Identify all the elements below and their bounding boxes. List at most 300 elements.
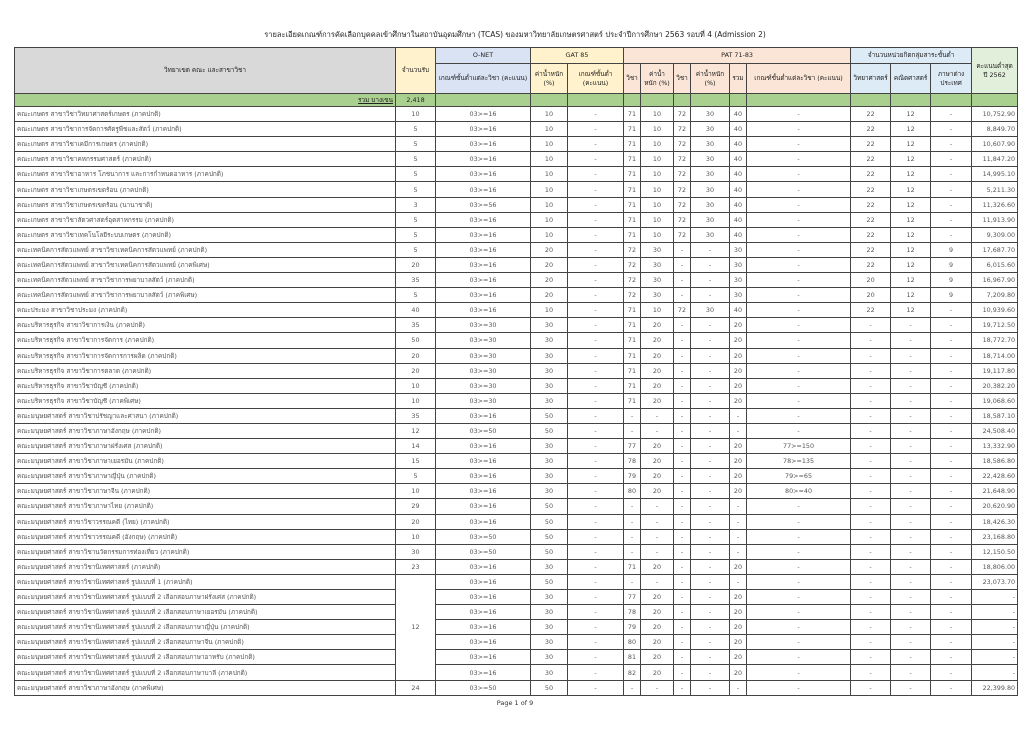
pat-weight-2: - [691,378,730,393]
language-credits: - [931,303,972,318]
gat-weight: 30 [531,484,568,499]
pat-min: - [747,559,851,574]
language-credits: - [931,605,972,620]
language-credits: - [931,680,972,695]
min-score-2562: 23,073.70 [972,574,1018,589]
program-name: คณะเกษตร สาขาวิชาเกษตรเขตร้อน (นานาชาติ) [15,197,396,212]
program-name: คณะมนุษยศาสตร์ สาขาวิชาภาษาเยอรมัน (ภาคปกติ) [15,454,396,469]
language-credits: - [931,514,972,529]
program-name: คณะบริหารธุรกิจ สาขาวิชาบัญชี (ภาคพิเศษ) [15,393,396,408]
pat-weight-2: - [691,469,730,484]
science-credits: 22 [851,182,891,197]
header-pat: PAT 71-83 [624,48,851,64]
pat-min: - [747,423,851,438]
pat-min: - [747,257,851,272]
pat-subject-2: - [674,574,691,589]
science-credits: 22 [851,303,891,318]
min-score-2562: 5,211.30 [972,182,1018,197]
pat-min: - [747,544,851,559]
gat-weight: 30 [531,650,568,665]
pat-subject-1: 72 [624,257,641,272]
seats: 14 [396,439,436,454]
language-credits: - [931,152,972,167]
pat-min: - [747,393,851,408]
math-credits: 12 [891,122,931,137]
math-credits: - [891,348,931,363]
gat-weight: 30 [531,559,568,574]
onet-min: 03>=50 [436,544,531,559]
pat-min: - [747,333,851,348]
math-credits: - [891,680,931,695]
math-credits: 12 [891,137,931,152]
pat-subject-1: 71 [624,378,641,393]
min-score-2562: 12,150.50 [972,544,1018,559]
science-credits: - [851,574,891,589]
onet-min: 03>=30 [436,363,531,378]
pat-total: 20 [730,559,747,574]
science-credits: - [851,348,891,363]
gat-weight: 50 [531,408,568,423]
total-seats: 2,418 [396,94,436,107]
program-name: คณะมนุษยศาสตร์ สาขาวิชานิเทศศาสตร์ รูปแบบที่ 2 เลือกสอบภาษาฝรั่งเศส (ภาคปกติ) [15,590,396,605]
pat-subject-1: 71 [624,227,641,242]
math-credits: - [891,605,931,620]
gat-min: - [568,167,624,182]
header-credits: จำนวนหน่วยกิตกลุ่มสาระขั้นต่ำ [851,48,972,64]
pat-total: 20 [730,333,747,348]
program-name: คณะบริหารธุรกิจ สาขาวิชาการตลาด (ภาคปกติ) [15,363,396,378]
pat-subject-2: - [674,469,691,484]
pat-subject-1: - [624,408,641,423]
gat-weight: 30 [531,333,568,348]
language-credits: - [931,318,972,333]
pat-total: 20 [730,348,747,363]
program-name: คณะมนุษยศาสตร์ สาขาวิชาปรัชญาและศาสนา (ภาคปกติ) [15,408,396,423]
pat-min: - [747,318,851,333]
math-credits: 12 [891,242,931,257]
header-pat-min: เกณฑ์ขั้นต่ำแต่ละวิชา (คะแนน) [747,64,851,94]
pat-subject-2: - [674,318,691,333]
gat-min: - [568,257,624,272]
program-name: คณะมนุษยศาสตร์ สาขาวิชาวรรณคดี (อังกฤษ) (ภาคปกติ) [15,529,396,544]
seats: 24 [396,680,436,695]
seats: 12 [396,423,436,438]
onet-min: 03>=16 [436,273,531,288]
seats: 5 [396,152,436,167]
header-pat-subject-1: วิชา [624,64,641,94]
pat-weight-1: 20 [641,439,674,454]
gat-min: - [568,439,624,454]
pat-total: 20 [730,665,747,680]
admission-criteria-table [14,47,1018,696]
pat-subject-1: 78 [624,454,641,469]
science-credits: - [851,469,891,484]
min-score-2562: 10,607.90 [972,137,1018,152]
science-credits: 22 [851,107,891,122]
seats: 35 [396,408,436,423]
pat-min: - [747,273,851,288]
table-row [15,620,1018,635]
min-score-2562: 14,995.10 [972,167,1018,182]
pat-weight-1: 10 [641,197,674,212]
seats: 30 [396,544,436,559]
gat-min: - [568,242,624,257]
pat-min: - [747,182,851,197]
gat-weight: 20 [531,273,568,288]
pat-weight-1: 10 [641,122,674,137]
gat-weight: 50 [531,544,568,559]
pat-subject-2: - [674,257,691,272]
language-credits: - [931,469,972,484]
language-credits: - [931,484,972,499]
pat-min: - [747,665,851,680]
table-row [15,107,1018,122]
table-row [15,393,1018,408]
pat-weight-2: - [691,363,730,378]
pat-total: 20 [730,378,747,393]
pat-min: - [747,650,851,665]
pat-subject-1: 82 [624,665,641,680]
pat-total: 40 [730,303,747,318]
pat-subject-1: - [624,499,641,514]
table-row [15,303,1018,318]
language-credits: - [931,408,972,423]
gat-weight: 30 [531,590,568,605]
min-score-2562: 19,712.50 [972,318,1018,333]
pat-total: - [730,408,747,423]
language-credits: - [931,393,972,408]
pat-subject-2: - [674,620,691,635]
min-score-2562: 11,326.60 [972,197,1018,212]
pat-weight-1: 10 [641,167,674,182]
seats: 35 [396,273,436,288]
language-credits: - [931,348,972,363]
min-score-2562: 19,117.80 [972,363,1018,378]
gat-min: - [568,454,624,469]
program-name: คณะเกษตร สาขาวิชาอาหาร โภชนาการ และการกำหนดอาหาร (ภาคปกติ) [15,167,396,182]
science-credits: 22 [851,122,891,137]
pat-weight-2: - [691,408,730,423]
pat-total: - [730,499,747,514]
pat-weight-2: - [691,484,730,499]
min-score-2562: - [972,590,1018,605]
language-credits: - [931,378,972,393]
math-credits: 12 [891,152,931,167]
science-credits: 22 [851,152,891,167]
pat-total: 20 [730,605,747,620]
pat-total: 30 [730,242,747,257]
gat-weight: 10 [531,212,568,227]
pat-total: 40 [730,182,747,197]
gat-min: - [568,152,624,167]
seats: 10 [396,378,436,393]
math-credits: - [891,439,931,454]
pat-weight-2: - [691,544,730,559]
min-score-2562: 22,399.80 [972,680,1018,695]
pat-total: 20 [730,393,747,408]
language-credits: - [931,167,972,182]
pat-subject-1: 78 [624,605,641,620]
math-credits: - [891,574,931,589]
pat-subject-2: - [674,650,691,665]
gat-weight: 30 [531,393,568,408]
math-credits: - [891,514,931,529]
header-pat-weight-1: ค่าน้ำหนัก (%) [641,64,674,94]
header-pat-weight-2: ค่าน้ำหนัก (%) [691,64,730,94]
language-credits: - [931,559,972,574]
pat-subject-2: - [674,423,691,438]
gat-min: - [568,122,624,137]
total-label: รวม บางเขน [15,94,396,107]
language-credits: - [931,137,972,152]
pat-weight-1: 20 [641,318,674,333]
pat-total: 40 [730,167,747,182]
pat-min: 80>=40 [747,484,851,499]
gat-weight: 20 [531,288,568,303]
pat-weight-1: 20 [641,469,674,484]
pat-weight-2: - [691,680,730,695]
pat-total: 30 [730,288,747,303]
program-name: คณะมนุษยศาสตร์ สาขาวิชานิเทศศาสตร์ รูปแบบที่ 1 (ภาคปกติ) [15,574,396,589]
program-name: คณะเทคนิคการสัตวแพทย์ สาขาวิชาเทคนิคการสัตวแพทย์ (ภาคปกติ) [15,242,396,257]
min-score-2562: 20,620.90 [972,499,1018,514]
pat-min: - [747,242,851,257]
gat-weight: 50 [531,680,568,695]
program-name: คณะเกษตร สาขาวิชาสัตวศาสตร์อุตสาหกรรม (ภาคปกติ) [15,212,396,227]
language-credits: - [931,333,972,348]
pat-subject-2: - [674,605,691,620]
table-row [15,167,1018,182]
min-score-2562: 20,382.20 [972,378,1018,393]
pat-subject-1: 71 [624,197,641,212]
min-score-2562: 18,772.70 [972,333,1018,348]
pat-weight-2: - [691,273,730,288]
onet-min: 03>=16 [436,499,531,514]
science-credits: - [851,318,891,333]
onet-min: 03>=16 [436,454,531,469]
science-credits: - [851,333,891,348]
science-credits: - [851,393,891,408]
math-credits: - [891,393,931,408]
pat-total: 20 [730,484,747,499]
seats: 5 [396,288,436,303]
science-credits: - [851,408,891,423]
pat-subject-2: 72 [674,167,691,182]
pat-weight-1: 20 [641,454,674,469]
header-pat-total: รวม [730,64,747,94]
seats: 5 [396,167,436,182]
pat-weight-1: 10 [641,303,674,318]
onet-min: 03>=16 [436,122,531,137]
table-row [15,574,1018,589]
pat-min: - [747,378,851,393]
header-gat-weight: ค่าน้ำหนัก (%) [531,64,568,94]
pat-subject-2: - [674,680,691,695]
gat-min: - [568,590,624,605]
science-credits: 22 [851,197,891,212]
science-credits: - [851,544,891,559]
onet-min: 03>=16 [436,182,531,197]
gat-weight: 10 [531,182,568,197]
gat-min: - [568,408,624,423]
onet-min: 03>=16 [436,650,531,665]
program-name: คณะเกษตร สาขาวิชาคหกรรมศาสตร์ (ภาคปกติ) [15,152,396,167]
table-row [15,137,1018,152]
seats: 40 [396,303,436,318]
math-credits: 12 [891,182,931,197]
pat-min: - [747,122,851,137]
pat-total: 20 [730,318,747,333]
header-min-score: คะแนนต่ำสุด ปี 2562 [972,48,1018,94]
onet-min: 03>=50 [436,423,531,438]
gat-weight: 50 [531,499,568,514]
onet-min: 03>=16 [436,605,531,620]
pat-subject-1: - [624,574,641,589]
pat-weight-2: - [691,348,730,363]
math-credits: 12 [891,288,931,303]
onet-min: 03>=16 [436,484,531,499]
onet-min: 03>=16 [436,439,531,454]
pat-subject-1: 71 [624,212,641,227]
min-score-2562: 18,587.10 [972,408,1018,423]
gat-min: - [568,363,624,378]
pat-weight-1: 30 [641,288,674,303]
pat-weight-2: - [691,499,730,514]
min-score-2562: 7,209.80 [972,288,1018,303]
table-row [15,665,1018,680]
science-credits: 20 [851,273,891,288]
gat-min: - [568,182,624,197]
math-credits: - [891,665,931,680]
pat-subject-1: 81 [624,650,641,665]
seats: 5 [396,182,436,197]
table-row [15,318,1018,333]
math-credits: - [891,408,931,423]
pat-min: - [747,212,851,227]
gat-weight: 30 [531,363,568,378]
onet-min: 03>=16 [436,167,531,182]
science-credits: - [851,635,891,650]
pat-weight-1: 20 [641,605,674,620]
pat-subject-2: - [674,333,691,348]
science-credits: 22 [851,137,891,152]
pat-subject-2: - [674,439,691,454]
seats: 35 [396,318,436,333]
math-credits: 12 [891,227,931,242]
pat-total: 20 [730,469,747,484]
program-name: คณะมนุษยศาสตร์ สาขาวิชาภาษาจีน (ภาคปกติ) [15,484,396,499]
pat-subject-1: 72 [624,288,641,303]
onet-min: 03>=16 [436,227,531,242]
pat-weight-2: - [691,635,730,650]
pat-subject-1: - [624,680,641,695]
pat-subject-2: - [674,559,691,574]
pat-subject-1: 71 [624,559,641,574]
table-row [15,423,1018,438]
pat-total: - [730,529,747,544]
science-credits: 22 [851,212,891,227]
math-credits: - [891,499,931,514]
pat-total: - [730,544,747,559]
seats: 20 [396,257,436,272]
pat-min: - [747,167,851,182]
gat-min: - [568,514,624,529]
language-credits: 9 [931,273,972,288]
gat-weight: 10 [531,122,568,137]
math-credits: - [891,529,931,544]
onet-min: 03>=16 [436,257,531,272]
math-credits: - [891,484,931,499]
math-credits: - [891,559,931,574]
pat-subject-2: - [674,454,691,469]
program-name: คณะมนุษยศาสตร์ สาขาวิชาวรรณคดี (ไทย) (ภาคปกติ) [15,514,396,529]
pat-weight-2: - [691,454,730,469]
science-credits: - [851,378,891,393]
pat-weight-1: 20 [641,635,674,650]
gat-min: - [568,288,624,303]
pat-subject-1: - [624,529,641,544]
gat-weight: 10 [531,152,568,167]
seats: 5 [396,242,436,257]
language-credits: 9 [931,242,972,257]
language-credits: - [931,529,972,544]
table-row [15,348,1018,363]
onet-min: 03>=30 [436,318,531,333]
pat-min: - [747,227,851,242]
math-credits: 12 [891,107,931,122]
pat-subject-2: - [674,363,691,378]
table-row [15,363,1018,378]
language-credits: - [931,590,972,605]
pat-min: - [747,363,851,378]
pat-min: 79>=65 [747,469,851,484]
header-science: วิทยาศาสตร์ [851,64,891,94]
header-gat: GAT 85 [531,48,624,64]
pat-weight-1: 20 [641,378,674,393]
pat-subject-1: 80 [624,484,641,499]
pat-weight-1: - [641,408,674,423]
min-score-2562: 10,752.90 [972,107,1018,122]
table-row [15,257,1018,272]
pat-subject-2: - [674,514,691,529]
onet-min: 03>=16 [436,107,531,122]
pat-weight-1: 20 [641,559,674,574]
pat-subject-2: - [674,273,691,288]
pat-subject-1: 71 [624,318,641,333]
pat-min: - [747,107,851,122]
program-name: คณะเทคนิคการสัตวแพทย์ สาขาวิชาการพยาบาลสัตว์ (ภาคปกติ) [15,273,396,288]
pat-subject-2: 72 [674,107,691,122]
pat-weight-2: - [691,333,730,348]
pat-min: - [747,590,851,605]
pat-subject-1: 77 [624,439,641,454]
language-credits: - [931,197,972,212]
min-score-2562: - [972,665,1018,680]
onet-min: 03>=16 [436,559,531,574]
pat-subject-1: - [624,514,641,529]
program-name: คณะเกษตร สาขาวิชาวิทยาศาสตร์เกษตร (ภาคปกติ) [15,107,396,122]
pat-subject-1: 79 [624,620,641,635]
min-score-2562: 22,428.60 [972,469,1018,484]
pat-weight-1: 30 [641,257,674,272]
math-credits: - [891,544,931,559]
gat-min: - [568,605,624,620]
gat-weight: 20 [531,242,568,257]
math-credits: - [891,318,931,333]
gat-min: - [568,333,624,348]
math-credits: - [891,378,931,393]
program-name: คณะเกษตร สาขาวิชาเกษตรเขตร้อน (ภาคปกติ) [15,182,396,197]
